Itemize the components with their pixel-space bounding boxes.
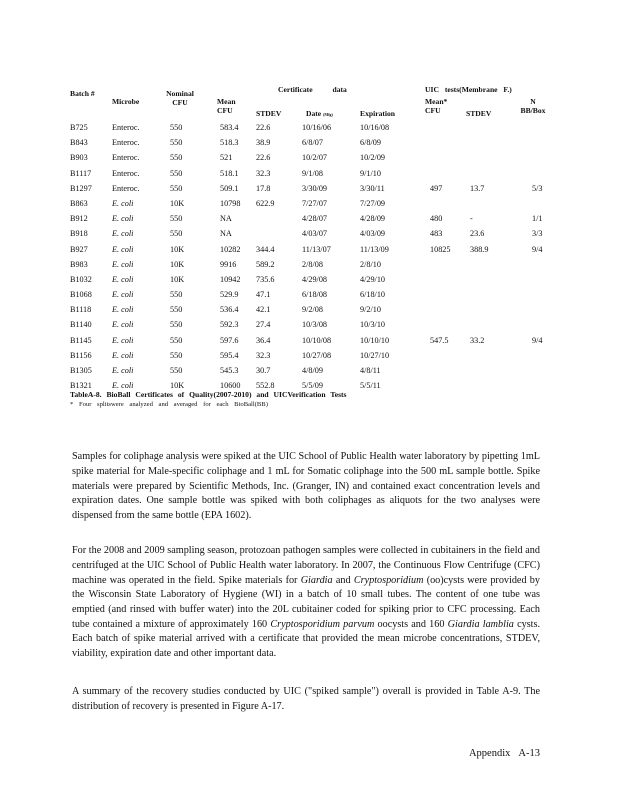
table-row — [70, 214, 545, 229]
cell-batch: B918 — [70, 229, 88, 239]
cell-nominal: 550 — [170, 305, 183, 315]
cell-exp: 6/8/09 — [360, 138, 381, 148]
cell-nominal: 10K — [170, 259, 185, 269]
cell-date: 5/5/09 — [302, 381, 323, 391]
cell-batch: B1297 — [70, 183, 92, 193]
header-stdev: STDEV — [256, 109, 282, 118]
table-row — [70, 351, 545, 366]
cell-nominal: 550 — [170, 123, 183, 132]
cell-stdev: 42.1 — [256, 305, 271, 315]
cell-exp: 6/18/10 — [360, 290, 386, 300]
cell-umean: 497 — [430, 183, 443, 193]
cell-umean: 483 — [430, 229, 443, 239]
header-uic-stdev: STDEV — [466, 109, 492, 118]
cell-stdev: 38.9 — [256, 138, 271, 148]
cell-nominal: 550 — [170, 183, 183, 193]
cell-date: 4/29/08 — [302, 274, 328, 284]
cell-mean: NA — [220, 229, 232, 239]
cell-mean: 10798 — [220, 198, 241, 208]
cell-batch: B1156 — [70, 350, 92, 360]
cell-mean: 597.6 — [220, 335, 239, 345]
cell-microbe: Enteroc. — [112, 153, 140, 163]
cell-stdev: 22.6 — [256, 153, 271, 163]
cell-microbe: Enteroc. — [112, 168, 140, 178]
cell-ustdev: 13.7 — [470, 183, 485, 193]
cell-mean: 509.1 — [220, 183, 239, 193]
cell-nominal: 10K — [170, 244, 185, 254]
cell-microbe: E. coli — [112, 305, 134, 315]
cell-stdev: 622.9 — [256, 198, 275, 208]
table-footnote: * Four splitswere analyzed and averaged for each BioBall(BB) — [70, 401, 268, 408]
cell-stdev: 27.4 — [256, 320, 271, 330]
table-row — [70, 184, 545, 199]
cell-stdev: 30.7 — [256, 366, 271, 375]
header-expiration: Expiration — [360, 109, 396, 118]
table-row — [70, 366, 545, 381]
cell-microbe: E. coli — [112, 335, 134, 345]
cell-mean: NA — [220, 214, 232, 224]
cell-nominal: 550 — [170, 214, 183, 224]
cell-ustdev: - — [470, 214, 473, 224]
cell-microbe: E. coli — [112, 381, 134, 391]
cell-date: 10/3/08 — [302, 320, 328, 330]
cell-date: 10/2/07 — [302, 153, 328, 163]
cell-nominal: 10K — [170, 381, 185, 391]
cell-batch: B1068 — [70, 290, 92, 300]
cell-batch: B863 — [70, 198, 88, 208]
table-row — [70, 138, 545, 153]
table-row — [70, 336, 545, 351]
cell-nominal: 550 — [170, 229, 183, 239]
cell-microbe: Enteroc. — [112, 123, 140, 132]
cell-mean: 10282 — [220, 244, 241, 254]
cell-exp: 5/5/11 — [360, 381, 381, 391]
paragraph-coliphage: Samples for coliphage analysis were spiked at the UIC School of Public Health water laboratory by pipetting 1mL spike material for Male-specific coliphage and 1 mL for Somatic coliphage into the 500 mL sample bottle. Spike materials were prepared by Scientific Methods, Inc. (Granger, IN) and contained exact concentration levels and expiration dates. One sample bottle was spiked with both coliphages as aliquots for the two analyses were dispensed from the same bottle (EPA 1602). — [72, 451, 540, 521]
cell-mean: 545.3 — [220, 366, 239, 375]
cell-exp: 7/27/09 — [360, 198, 386, 208]
cell-microbe: E. coli — [112, 214, 134, 224]
cell-mean: 518.3 — [220, 138, 239, 148]
header-uic-n: N BB/Box — [520, 97, 546, 115]
cell-ustdev: 23.6 — [470, 229, 485, 239]
cell-stdev: 32.3 — [256, 168, 271, 178]
header-uic-mean: Mean* CFU — [425, 97, 448, 115]
cell-date: 7/27/07 — [302, 198, 328, 208]
table-row — [70, 245, 545, 260]
cell-date: 4/28/07 — [302, 214, 328, 224]
cell-microbe: E. coli — [112, 366, 134, 375]
cell-microbe: E. coli — [112, 350, 134, 360]
cell-nominal: 550 — [170, 366, 183, 375]
header-mean: Mean CFU — [217, 97, 236, 115]
table-row — [70, 123, 545, 138]
cell-stdev: 22.6 — [256, 123, 271, 132]
cell-n: 3/3 — [532, 229, 543, 239]
cell-n: 9/4 — [532, 244, 543, 254]
cell-date: 10/27/08 — [302, 350, 332, 360]
cell-nominal: 550 — [170, 138, 183, 148]
cell-exp: 9/2/10 — [360, 305, 381, 315]
cell-umean: 10825 — [430, 244, 451, 254]
cell-stdev: 735.6 — [256, 274, 275, 284]
cell-date: 9/1/08 — [302, 168, 323, 178]
cell-stdev: 47.1 — [256, 290, 271, 300]
cell-exp: 10/10/10 — [360, 335, 390, 345]
cell-nominal: 550 — [170, 153, 183, 163]
cell-nominal: 10K — [170, 198, 185, 208]
cell-nominal: 10K — [170, 274, 185, 284]
cell-exp: 10/27/10 — [360, 350, 390, 360]
table-caption: TableA-8. BioBall Certificates of Quality(2007-2010) and UICVerification Tests — [70, 390, 347, 399]
cell-batch: B1032 — [70, 274, 92, 284]
cell-date: 10/10/08 — [302, 335, 332, 345]
cell-mean: 9916 — [220, 259, 237, 269]
cell-microbe: Enteroc. — [112, 183, 140, 193]
table-row — [70, 260, 545, 275]
cell-nominal: 550 — [170, 290, 183, 300]
cell-stdev: 589.2 — [256, 259, 275, 269]
cell-exp: 4/28/09 — [360, 214, 386, 224]
table-row — [70, 275, 545, 290]
cell-date: 11/13/07 — [302, 244, 331, 254]
cell-mean: 595.4 — [220, 350, 239, 360]
cell-n: 5/3 — [532, 183, 543, 193]
cell-exp: 11/13/09 — [360, 244, 389, 254]
cell-umean: 547.5 — [430, 335, 449, 345]
header-uic: UIC tests(Membrane F.) — [425, 85, 512, 94]
header-nominal: Nominal CFU — [166, 89, 194, 107]
cell-stdev: 552.8 — [256, 381, 275, 391]
cell-batch: B1118 — [70, 305, 92, 315]
cell-exp: 2/8/10 — [360, 259, 381, 269]
cell-mean: 529.9 — [220, 290, 239, 300]
cell-mean: 10600 — [220, 381, 241, 391]
cell-mean: 10942 — [220, 274, 241, 284]
table-row — [70, 290, 545, 305]
cell-microbe: E. coli — [112, 229, 134, 239]
cell-microbe: E. coli — [112, 274, 134, 284]
cell-nominal: 550 — [170, 335, 183, 345]
cell-date: 2/8/08 — [302, 259, 323, 269]
cell-exp: 10/3/10 — [360, 320, 386, 330]
header-date: Date (Mfg) — [306, 109, 333, 118]
cell-date: 6/18/08 — [302, 290, 328, 300]
cell-umean: 480 — [430, 214, 443, 224]
cell-date: 10/16/06 — [302, 123, 332, 132]
cell-batch: B983 — [70, 259, 88, 269]
cell-batch: B725 — [70, 123, 88, 132]
cell-exp: 9/1/10 — [360, 168, 381, 178]
cell-exp: 10/16/08 — [360, 123, 390, 132]
cell-n: 9/4 — [532, 335, 543, 345]
cell-mean: 583.4 — [220, 123, 239, 132]
cell-date: 9/2/08 — [302, 305, 323, 315]
cell-date: 6/8/07 — [302, 138, 323, 148]
cell-exp: 10/2/09 — [360, 153, 386, 163]
cell-batch: B1117 — [70, 168, 92, 178]
cell-batch: B912 — [70, 214, 88, 224]
cell-ustdev: 33.2 — [470, 335, 485, 345]
cell-batch: B1305 — [70, 366, 92, 375]
cell-stdev: 344.4 — [256, 244, 275, 254]
cell-batch: B1321 — [70, 381, 92, 391]
cell-exp: 4/29/10 — [360, 274, 386, 284]
cell-batch: B1145 — [70, 335, 92, 345]
cell-mean: 536.4 — [220, 305, 239, 315]
cell-n: 1/1 — [532, 214, 543, 224]
paragraph-protozoa: For the 2008 and 2009 sampling season, protozoan pathogen samples were collected in cubitainers in the field and centrifuged at the UIC School of Public Health water laboratory. In 2007, the Continuous Flow Centrifuge (CFC) machine was operated in the field. Spike materials for Giardia and Cryptosporidium (oo)cysts were provided by the Wisconsin State Laboratory of Hygiene (WI) in a batch of 10 small tubes. The content of one tube was emptied (and rinsed with buffer water) into the 20L cubitainer coded for spiking prior to CFC processing. Each tube contained a mixture of approximately 160 Cryptosporidium parvum oocysts and 160 Giardia lamblia cysts. Each batch of spike material arrived with a certificate that provided the mean microbe concentrations, STDEV, viability, expiration date and other important data. — [72, 545, 541, 660]
cell-ustdev: 388.9 — [470, 244, 489, 254]
cell-microbe: E. coli — [112, 320, 134, 330]
cell-nominal: 550 — [170, 320, 183, 330]
cell-nominal: 550 — [170, 350, 183, 360]
paragraph-summary: A summary of the recovery studies conducted by UIC ("spiked sample") overall is provided in Table A-9. The distribution of recovery is presented in Figure A-17. — [72, 686, 540, 712]
cell-stdev: 36.4 — [256, 335, 271, 345]
cell-exp: 4/8/11 — [360, 366, 381, 375]
cell-mean: 521 — [220, 153, 233, 163]
header-microbe: Microbe — [112, 97, 140, 106]
cell-microbe: E. coli — [112, 259, 134, 269]
cell-microbe: Enteroc. — [112, 138, 140, 148]
cell-batch: B843 — [70, 138, 88, 148]
biobal-certificate-table — [70, 85, 545, 396]
table-header — [70, 85, 545, 123]
table-row — [70, 229, 545, 244]
cell-date: 4/03/07 — [302, 229, 328, 239]
cell-microbe: E. coli — [112, 244, 134, 254]
cell-batch: B927 — [70, 244, 88, 254]
cell-date: 4/8/09 — [302, 366, 323, 375]
page-number: Appendix A-13 — [468, 748, 540, 759]
table-row — [70, 320, 545, 335]
header-batch: Batch # — [70, 89, 95, 98]
cell-nominal: 550 — [170, 168, 183, 178]
cell-stdev: 32.3 — [256, 350, 271, 360]
table-row — [70, 169, 545, 184]
cell-stdev: 17.8 — [256, 183, 271, 193]
cell-exp: 4/03/09 — [360, 229, 386, 239]
cell-microbe: E. coli — [112, 198, 134, 208]
cell-date: 3/30/09 — [302, 183, 328, 193]
cell-batch: B1140 — [70, 320, 92, 330]
table-row — [70, 199, 545, 214]
cell-mean: 592.3 — [220, 320, 239, 330]
cell-microbe: E. coli — [112, 290, 134, 300]
table-row — [70, 153, 545, 168]
cell-mean: 518.1 — [220, 168, 239, 178]
table-body — [70, 123, 545, 396]
header-certificate: Certificate data — [278, 85, 347, 94]
cell-batch: B903 — [70, 153, 88, 163]
table-row — [70, 305, 545, 320]
cell-exp: 3/30/11 — [360, 183, 385, 193]
